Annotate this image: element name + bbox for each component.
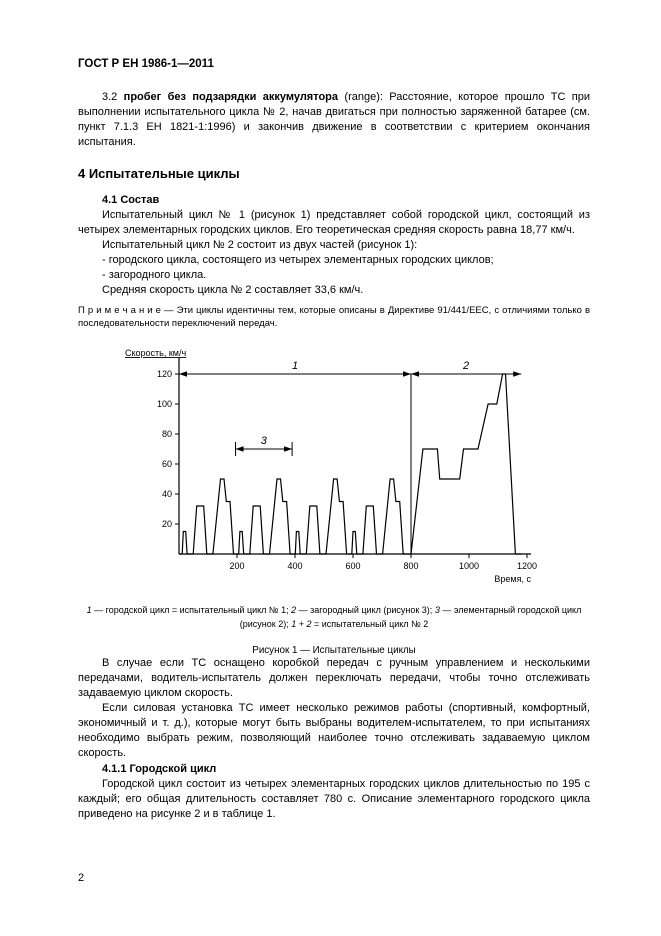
y-tick-label: 120 xyxy=(156,369,172,379)
x-tick-label: 1000 xyxy=(458,561,480,571)
x-tick-label: 1200 xyxy=(516,561,538,571)
speed-curve xyxy=(179,374,521,554)
arrow-left-icon xyxy=(179,371,187,377)
legend-run: 2 xyxy=(291,605,297,615)
legend-run: 1 + 2 xyxy=(291,619,312,629)
x-tick-label: 400 xyxy=(287,561,303,571)
section-4-1-1-heading: 4.1.1 Городской цикл xyxy=(102,763,217,775)
dimension-label: 1 xyxy=(291,360,299,372)
x-axis-label: Время, с xyxy=(494,574,531,584)
arrow-right-icon xyxy=(513,371,521,377)
paragraph-3-2 xyxy=(78,90,590,150)
figure-1-legend xyxy=(84,603,584,631)
y-tick-label: 40 xyxy=(161,489,172,499)
x-tick-label: 200 xyxy=(229,561,245,571)
legend-run: — элементарный городской цикл (рисунок 2); xyxy=(239,605,582,629)
x-tick-label: 600 xyxy=(345,561,361,571)
paragraph: Городской цикл состоит из четырех элементарных городских циклов длительностью по 195 с каждый; его общая длительность составляет 780 с. Описание элементарного городского цикла приведено на рисунке 2 и в таблице 1. xyxy=(78,778,590,820)
page-number: 2 xyxy=(78,872,85,884)
list-item: - загородного цикла. xyxy=(102,269,207,281)
figure-1-svg xyxy=(119,344,549,594)
arrow-right-icon xyxy=(403,371,411,377)
clause-term: пробег без подзарядки аккумулятора xyxy=(123,91,339,103)
x-tick-label: 800 xyxy=(403,561,419,571)
arrow-left-icon xyxy=(236,446,244,452)
figure-1-caption: Рисунок 1 — Испытательные циклы xyxy=(252,645,416,656)
y-tick-label: 100 xyxy=(156,399,172,409)
list-item: - городского цикла, состоящего из четырех элементарных городских циклов; xyxy=(102,254,494,266)
y-tick-label: 60 xyxy=(161,459,172,469)
clause-text: (range): Расстояние, которое прошло ТС при выполнении испытательного цикла № 2, начав двигаться при полностью заряженной батарее (см. пункт 7.1.3 ЕН 1821-1:1996) и закончив движение в соответствии с критерием окончания испытания. xyxy=(78,91,590,148)
figure-1 xyxy=(78,344,590,656)
clause-number: 3.2 xyxy=(102,91,118,103)
legend-run: = испытательный цикл № 2 xyxy=(311,619,429,629)
y-tick-label: 20 xyxy=(161,519,172,529)
arrow-right-icon xyxy=(284,446,292,452)
section-4-heading: 4 Испытательные циклы xyxy=(78,166,240,181)
arrow-left-icon xyxy=(411,371,419,377)
note-paragraph: П р и м е ч а н и е — Эти циклы идентичны тем, которые описаны в Директиве 91/441/ЕЕС, с отличиями только в последовательности переключений передач. xyxy=(78,305,590,329)
section-4-1-heading: 4.1 Состав xyxy=(102,194,160,206)
paragraph: Испытательный цикл № 2 состоит из двух частей (рисунок 1): xyxy=(102,239,418,251)
document-title: ГОСТ Р ЕН 1986-1—2011 xyxy=(78,58,214,70)
legend-run: 1 xyxy=(86,605,92,615)
dimension-label: 2 xyxy=(463,360,470,372)
dimension-label: 3 xyxy=(260,435,267,447)
paragraph: Если силовая установка ТС имеет несколько режимов работы (спортивный, комфортный, экономичный и т. д.), которые могут быть выбраны водителем-испытателем, то при испытаниях необходимо выбрать режим, позволяющий наиболее точно отслеживать задаваемую циклом скорость. xyxy=(78,702,590,759)
paragraph: В случае если ТС оснащено коробкой передач с ручным управлением и несколькими передачами, водитель-испытатель должен переключать передачи, чтобы точно отслеживать задаваемую циклом скорость. xyxy=(78,657,590,699)
legend-run: 3 xyxy=(434,605,440,615)
dash-list xyxy=(78,253,590,283)
y-axis-label: Скорость, км/ч xyxy=(125,348,187,358)
legend-run: — загородный цикл (рисунок 3); xyxy=(296,605,435,615)
legend-run: — городской цикл = испытательный цикл № 1; xyxy=(91,605,292,615)
figure-1-chart xyxy=(78,344,590,599)
page-content xyxy=(78,58,590,822)
paragraph: Средняя скорость цикла № 2 составляет 33,6 км/ч. xyxy=(102,284,364,296)
y-tick-label: 80 xyxy=(161,429,172,439)
paragraph: Испытательный цикл № 1 (рисунок 1) представляет собой городской цикл, состоящий из четырех элементарных городских циклов. Его теоретическая средняя скорость равна 18,77 км/ч. xyxy=(78,209,590,236)
